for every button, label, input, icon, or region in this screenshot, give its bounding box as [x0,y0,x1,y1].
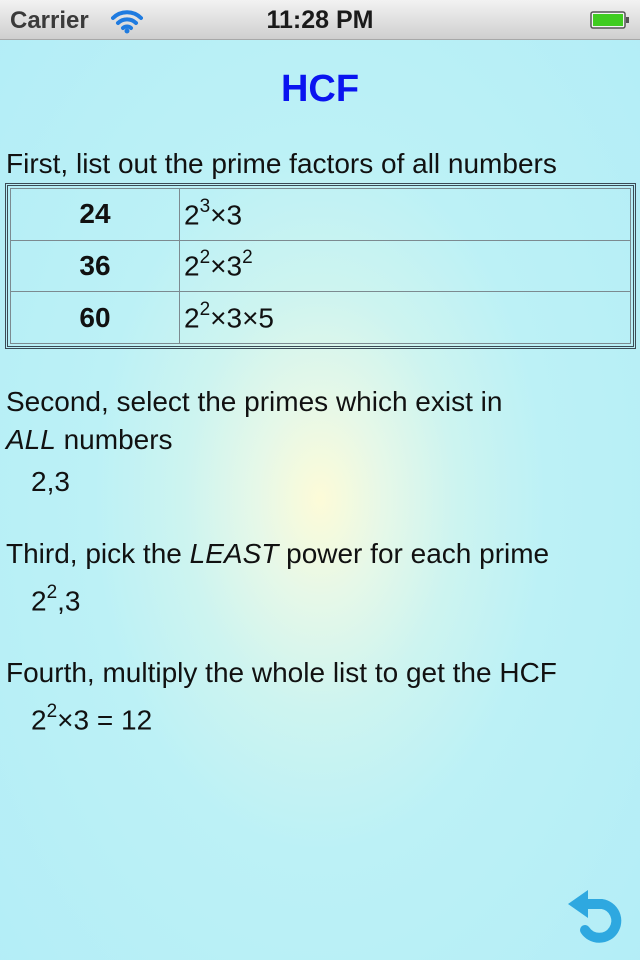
factor-exponent: 3 [199,195,211,217]
step4-result [31,703,152,736]
step4-text: Fourth, multiply the whole list to get the HCF [6,657,557,688]
step3-text [6,535,549,573]
step3-after: power for each prime [278,538,550,569]
factor-exponent: 2 [199,247,211,269]
step2-line2 [6,421,502,459]
table-row [11,189,631,241]
factor-exponent: 2 [242,247,253,269]
table-row [11,240,631,292]
status-time: 11:28 PM [266,6,374,34]
factor-base: ×3 [210,198,243,230]
result-rest: ,3 [57,585,81,617]
factor-base: 2 [184,198,200,230]
table-cell-factors [180,189,631,241]
step2-result: 2,3 [31,466,70,497]
carrier-label: Carrier [10,7,89,34]
table-cell-factors [180,240,631,292]
result-exponent: 2 [46,701,58,722]
step3-result [31,584,81,617]
step2-line2-rest: numbers [55,424,173,455]
factor-base: 2 [184,250,200,282]
factor-base: ×3×5 [210,302,275,334]
result-rest: ×3 = 12 [57,704,153,736]
status-bar [0,0,640,40]
step2-emphasis: ALL [6,424,56,455]
table-cell-number: 60 [11,292,180,344]
result-base: 2 [31,585,47,617]
page-title: HCF [280,68,360,110]
step2-line1: Second, select the primes which exist in [6,386,503,417]
result-base: 2 [31,704,47,736]
undo-arrow-icon[interactable] [562,884,634,948]
factor-base: ×3 [210,250,243,282]
result-exponent: 2 [46,582,58,603]
prime-factor-table [5,183,636,349]
table-cell-number: 36 [11,240,180,292]
table-row [11,292,631,344]
step3-before: Third, pick the [6,538,190,569]
step2-text [6,383,502,459]
step1-text: First, list out the prime factors of all numbers [6,148,557,179]
table-cell-number: 24 [11,189,180,241]
step3-emphasis: LEAST [189,538,279,569]
factor-exponent: 2 [199,298,211,320]
battery-icon [590,10,630,30]
factor-base: 2 [184,302,200,334]
table-cell-factors [180,292,631,344]
